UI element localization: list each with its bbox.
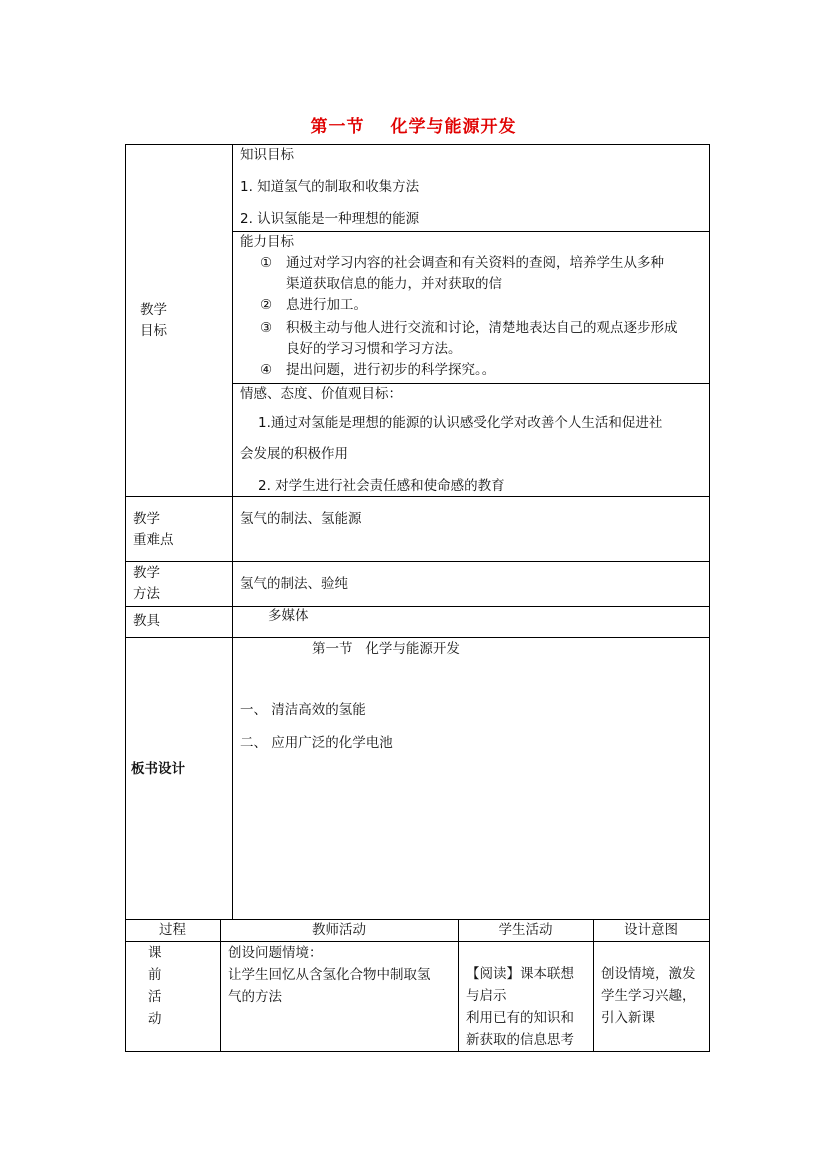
ability-mark: ④ bbox=[260, 362, 273, 378]
teacher-activity-line: 气的方法 bbox=[228, 989, 282, 1005]
intent-line: 学生学习兴趣， bbox=[601, 988, 696, 1004]
tools-content: 多媒体 bbox=[268, 608, 309, 624]
intent-line: 引入新课 bbox=[601, 1010, 655, 1026]
intent-line: 创设情境，激发 bbox=[601, 966, 696, 982]
header-student: 学生活动 bbox=[498, 922, 553, 938]
method-label-1: 教学 bbox=[133, 565, 160, 581]
objectives-label-1: 教学 bbox=[140, 302, 167, 318]
knowledge-item: 2. 认识氢能是一种理想的能源 bbox=[240, 211, 420, 227]
ability-mark: ① bbox=[260, 255, 273, 271]
emotion-item: 1.通过对氢能是理想的能源的认识感受化学对改善个人生活和促进社 bbox=[258, 415, 663, 431]
key-points-label-1: 教学 bbox=[133, 511, 160, 527]
emotion-heading: 情感、态度、价值观目标： bbox=[240, 386, 402, 402]
ability-item: 积极主动与他人进行交流和讨论，清楚地表达自己的观点逐步形成 bbox=[286, 320, 678, 336]
student-activity-line: 新获取的信息思考 bbox=[466, 1032, 574, 1048]
emotion-item: 2. 对学生进行社会责任感和使命感的教育 bbox=[258, 478, 505, 494]
student-activity-line: 与启示 bbox=[466, 988, 507, 1004]
stage-char: 课 bbox=[148, 945, 162, 961]
key-points-content: 氢气的制法、氢能源 bbox=[240, 511, 362, 527]
ability-item: 息进行加工。 bbox=[286, 297, 367, 313]
header-process: 过程 bbox=[159, 922, 186, 938]
student-activity-line: 【阅读】课本联想 bbox=[466, 966, 574, 982]
method-label-2: 方法 bbox=[133, 586, 160, 602]
objectives-label-2: 目标 bbox=[140, 323, 167, 339]
teacher-activity-line: 让学生回忆从含氢化合物中制取氢 bbox=[228, 967, 431, 983]
ability-item: 通过对学习内容的社会调查和有关资料的查阅，培养学生从多种 bbox=[286, 255, 664, 271]
board-label: 板书设计 bbox=[131, 761, 185, 777]
teacher-activity-line: 创设问题情境： bbox=[228, 945, 323, 961]
stage-char: 动 bbox=[148, 1011, 162, 1027]
student-activity-line: 利用已有的知识和 bbox=[466, 1010, 574, 1026]
tools-label: 教具 bbox=[133, 613, 160, 629]
page-title: 第一节 化学与能源开发 bbox=[310, 117, 517, 137]
header-intent: 设计意图 bbox=[624, 922, 678, 938]
header-teacher: 教师活动 bbox=[312, 922, 366, 938]
ability-mark: ② bbox=[260, 297, 273, 313]
board-point: 一、 清洁高效的氢能 bbox=[240, 702, 366, 718]
ability-item: 渠道获取信息的能力，并对获取的信 bbox=[286, 276, 502, 292]
ability-item: 良好的学习习惯和学习方法。 bbox=[286, 341, 462, 357]
board-title: 第一节 化学与能源开发 bbox=[312, 641, 460, 657]
ability-item: 提出问题，进行初步的科学探究。。 bbox=[286, 362, 496, 378]
ability-heading: 能力目标 bbox=[240, 234, 294, 250]
knowledge-item: 1. 知道氢气的制取和收集方法 bbox=[240, 179, 420, 195]
stage-char: 前 bbox=[148, 967, 162, 983]
board-point: 二、 应用广泛的化学电池 bbox=[240, 735, 393, 751]
stage-char: 活 bbox=[148, 989, 162, 1005]
ability-mark: ③ bbox=[260, 320, 273, 336]
knowledge-heading: 知识目标 bbox=[240, 147, 294, 163]
method-content: 氢气的制法、验纯 bbox=[240, 576, 348, 592]
emotion-item: 会发展的积极作用 bbox=[240, 446, 348, 462]
key-points-label-2: 重难点 bbox=[133, 532, 174, 548]
